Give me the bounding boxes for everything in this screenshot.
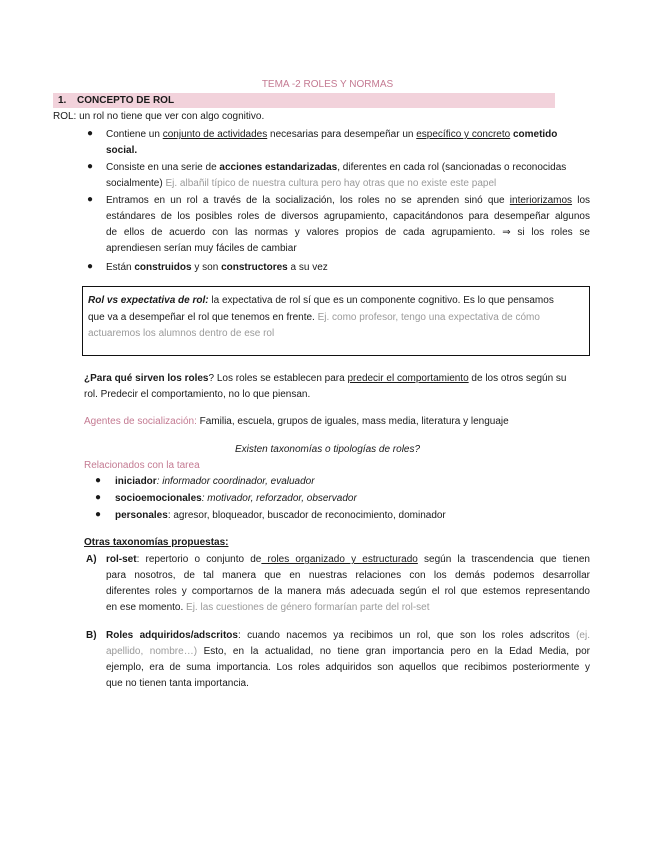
bullet-2-line-2: socialmente) Ej. albañil típico de nuestra cultura pero hay otras que no existe este papel: [106, 178, 497, 189]
page-title: TEMA -2 ROLES Y NORMAS: [261, 79, 394, 90]
rol-set-line-1: rol-set: repertorio o conjunto de roles organizado y estructurado según la trascendencia que tienen: [106, 554, 590, 565]
rol-set-line-3: diferentes roles y comportarnos de la manera más adecuada según el rol que estemos representando: [106, 586, 590, 597]
box-line-1: Rol vs expectativa de rol: la expectativa de rol sí que es un componente cognitivo. Es lo que pensamos: [88, 295, 554, 306]
bullet-icon: ●: [87, 261, 94, 272]
relacionados-item: socioemocionales: motivador, reforzador, observador: [115, 493, 357, 504]
bullet-icon: ●: [87, 194, 94, 205]
section-label: CONCEPTO DE ROL: [77, 95, 175, 106]
otras-label: Otras taxonomías propuestas:: [84, 537, 229, 548]
bullet-3-line-1: Entramos en un rol a través de la socialización, los roles no se aprenden sinó que interiorizamos los: [106, 195, 591, 206]
box-line-2: que va a desempeñar el rol que tenemos en frente. Ej. como profesor, tengo una expectativa de cómo: [88, 312, 540, 323]
section-heading: [53, 93, 555, 108]
bullet-icon: ●: [95, 492, 102, 503]
para-que-line-2: rol. Predecir el comportamiento, no lo que piensan.: [84, 389, 311, 400]
relacionados-item: personales: agresor, bloqueador, buscador de reconocimiento, dominador: [115, 510, 446, 521]
bullet-3-line-2: estándares de los posibles roles de diversos agrupamiento, capacitándonos para desempeñar algunos: [106, 211, 590, 222]
bullet-icon: ●: [95, 475, 102, 486]
bullet-3-line-4: aprendiesen serían muy fáciles de cambiar: [106, 243, 297, 254]
bullet-1-line-1: Contiene un conjunto de actividades necesarias para desempeñar un específico y concreto cometido: [106, 129, 558, 140]
bullet-icon: ●: [87, 128, 94, 139]
rol-definition: ROL: un rol no tiene que ver con algo cognitivo.: [53, 111, 265, 122]
roles-adq-line-1: Roles adquiridos/adscritos: cuando nacemos ya recibimos un rol, que son los roles adscritos (ej.: [106, 630, 590, 641]
rol-set-line-4: en ese momento. Ej. las cuestiones de género formarían parte del rol-set: [106, 602, 430, 613]
bullet-icon: ●: [95, 509, 102, 520]
roles-adq-line-2: apellido, nombre…) Esto, en la actualidad, no tiene gran importancia pero en la Edad Media, por: [106, 646, 591, 657]
bullet-1-line-2: social.: [106, 145, 138, 156]
bullet-2-line-1: Consiste en una serie de acciones estandarizadas, diferentes en cada rol (sancionadas o reconocidas: [106, 162, 567, 173]
item-letter: B): [86, 630, 97, 641]
expectation-box: [82, 286, 590, 356]
roles-adq-line-3: ejemplo, era de suma importancia. Los roles adquiridos son aquellos que recibimos posteriormente y: [106, 662, 590, 673]
para-que-line-1: ¿Para qué sirven los roles? Los roles se establecen para predecir el comportamiento de los otros según su: [84, 373, 567, 384]
section-number: 1.: [58, 95, 67, 106]
rol-set-line-2: para nosotros, de tal manera que en nuestras relaciones con los demás podemos desarrollar: [106, 570, 590, 581]
bullet-icon: ●: [87, 161, 94, 172]
item-letter: A): [86, 554, 97, 565]
roles-adq-line-4: que no tienen tanta importancia.: [106, 678, 249, 689]
box-line-3: actuaremos los alumnos dentro de ese rol: [88, 328, 275, 339]
bullet-4-line: Están construidos y son constructores a su vez: [106, 262, 328, 273]
relacionados-label: Relacionados con la tarea: [84, 460, 200, 471]
relacionados-item: iniciador: informador coordinador, evaluador: [115, 476, 315, 487]
agentes-line: Agentes de socialización: Familia, escuela, grupos de iguales, mass media, literatura y lenguaje: [84, 416, 509, 427]
bullet-3-line-3: de ellos de acuerdo con las normas y valores propios de cada agrupamiento. ⇒ si los roles se: [106, 227, 590, 238]
taxonomias-question: Existen taxonomías o tipologías de roles?: [234, 444, 421, 455]
